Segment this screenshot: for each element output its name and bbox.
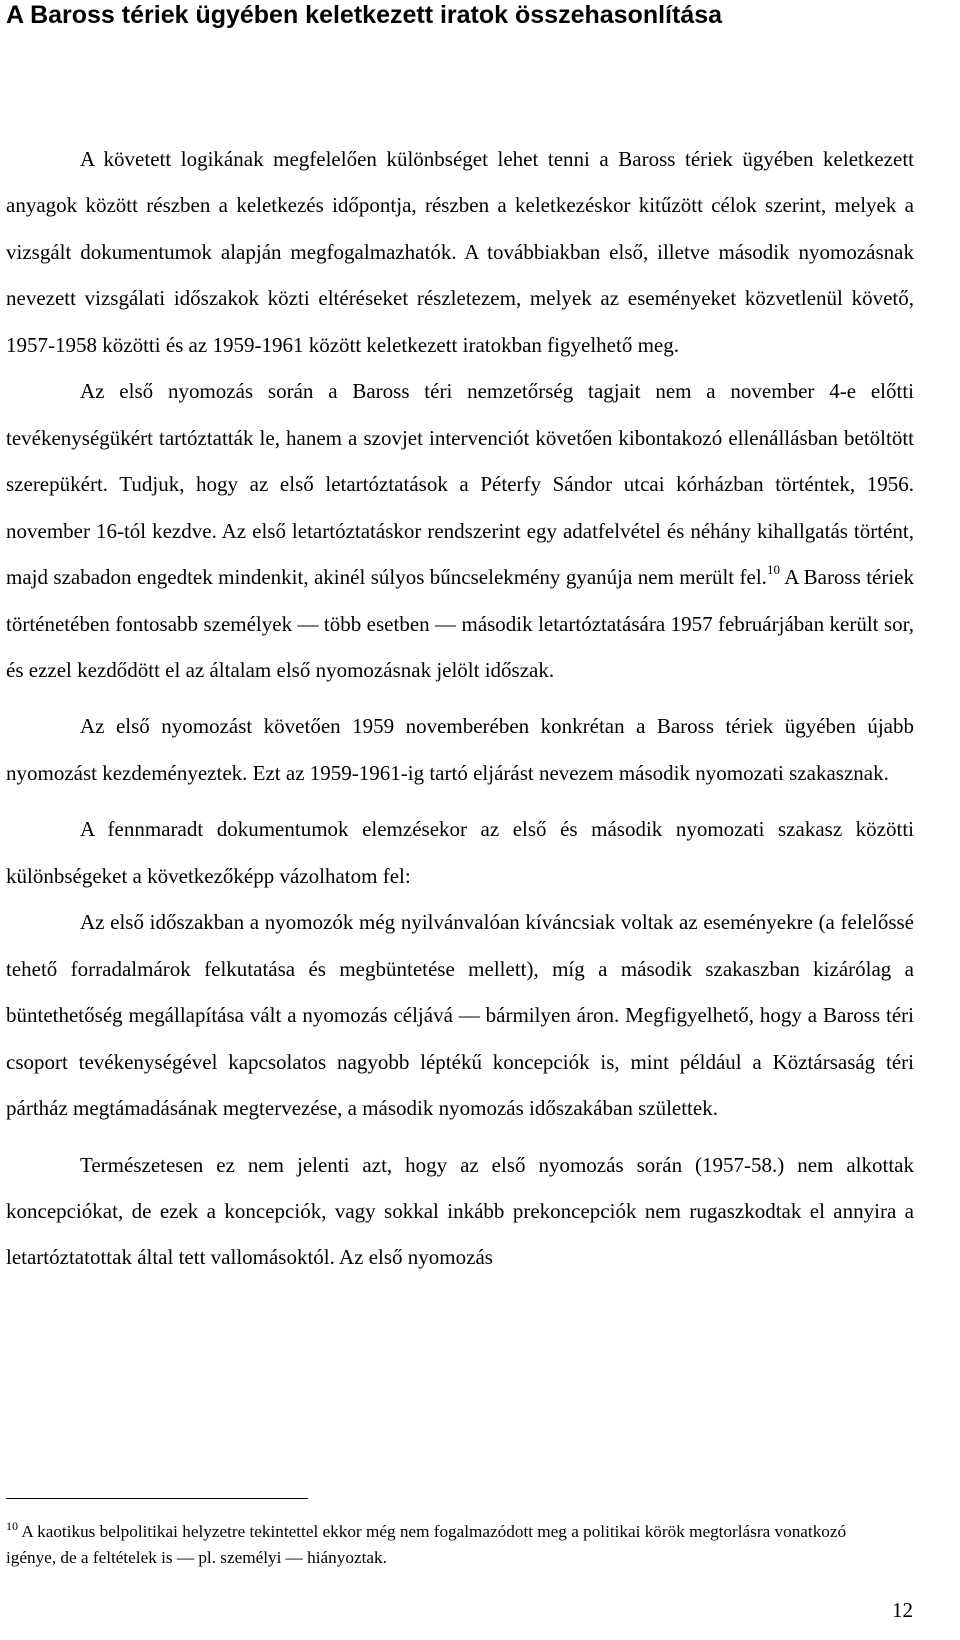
paragraph <box>6 899 914 1131</box>
paragraph-text: Természetesen ez nem jelenti azt, hogy az első nyomozás során (1957-58.) nem alkottak koncepciókat, de ezek a koncepciók, vagy sokkal inkább prekoncepciók nem rugaszkodtak el annyira a letartóztatottak által tett vallomásoktól. Az első nyomozás <box>6 1152 914 1270</box>
paragraph <box>6 806 914 899</box>
page-title: A Baross tériek ügyében keletkezett iratok összehasonlítása <box>6 1 723 29</box>
paragraph <box>6 1142 914 1281</box>
paragraph <box>6 368 914 693</box>
paragraph <box>6 703 914 796</box>
paragraph-text: Az első nyomozás során a Baross téri nemzetőrség tagjait nem a november 4-e előtti tevékenységükért tartóztatták le, hanem a szovjet intervenciót követően kibontakozó ellenállásban betöltött szerepükért. Tudjuk, hogy az első letartóztatások a Péterfy Sándor utcai kórházban történtek, 1956. november 16-tól kezdve. Az első letartóztatáskor rendszerint egy adatfelvétel és néhány kihallgatás történt, majd szabadon engedtek mindenkit, akinél súlyos bűncselekmény gyanúja nem merült fel. <box>6 379 914 590</box>
footnote-separator <box>6 1498 308 1499</box>
paragraph <box>6 136 914 368</box>
footnote <box>6 1519 886 1571</box>
paragraph-text: Az első időszakban a nyomozók még nyilvánvalóan kíváncsiak voltak az eseményekre (a felelőssé tehető forradalmárok felkutatása és megbüntetése mellett), míg a második szakaszban kizárólag a büntethetőség megállapítása vált a nyomozás céljává — bármilyen áron. Megfigyelhető, hogy a Baross téri csoport tevékenységével kapcsolatos nagyobb léptékű koncepciók is, mint például a Köztársaság téri pártház megtámadásának megtervezése, a második nyomozás időszakában születtek. <box>6 910 914 1121</box>
footnote-number: 10 <box>6 1519 18 1533</box>
paragraph-text-continued: A Baross tériek történetében fontosabb személyek — több esetben — második letartóztatására 1957 februárjában került sor, és ezzel kezdődött el az általam első nyomozásnak jelölt időszak. <box>6 565 914 682</box>
paragraph-text: A követett logikának megfelelően különbséget lehet tenni a Baross tériek ügyében keletkezett anyagok között részben a keletkezés időpontja, részben a keletkezéskor kitűzött célok szerint, melyek a vizsgált dokumentumok alapján megfogalmazhatók. A továbbiakban első, illetve második nyomozásnak nevezett vizsgálati időszakok közti eltéréseket részletezem, melyek az eseményeket közvetlenül követő, 1957-1958 közötti és az 1959-1961 között keletkezett iratokban figyelhető meg. <box>6 147 914 357</box>
paragraph-text: Az első nyomozást követően 1959 novemberében konkrétan a Baross tériek ügyében újabb nyomozást kezdeményeztek. Ezt az 1959-1961-ig tartó eljárást nevezem második nyomozati szakasznak. <box>6 714 914 785</box>
footnote-reference[interactable]: 10 <box>766 562 780 578</box>
page-number: 12 <box>892 1598 913 1622</box>
body-text <box>6 136 914 1281</box>
footnote-text: A kaotikus belpolitikai helyzetre tekintettel ekkor még nem fogalmazódott meg a politikai körök megtorlásra vonatkozó igénye, de a feltételek is — pl. személyi — hiányoztak. <box>6 1522 847 1567</box>
paragraph-text: A fennmaradt dokumentumok elemzésekor az első és második nyomozati szakasz közötti különbségeket a következőképp vázolhatom fel: <box>6 817 914 888</box>
